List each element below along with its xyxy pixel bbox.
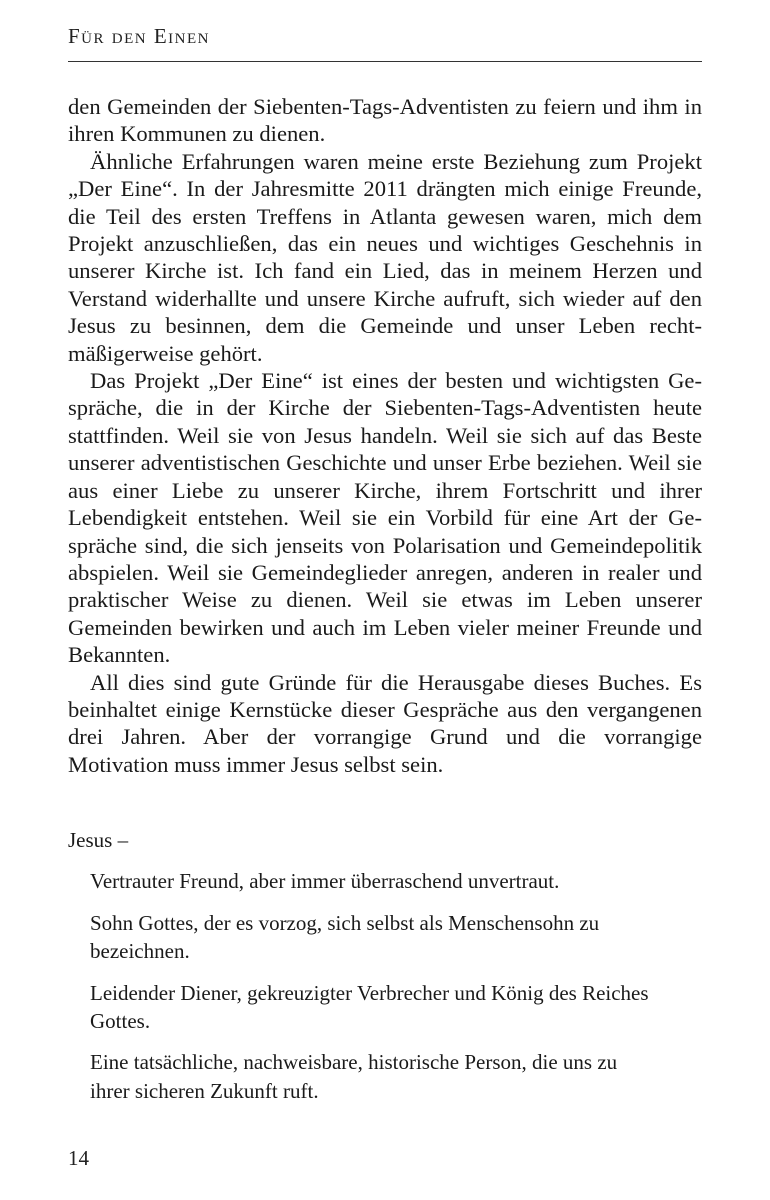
paragraph: Das Projekt „Der Eine“ ist eines der besten und wichtigsten Gespräche, die in der Kirche der Siebenten-Tags-Adventisten heute stattfinden. Weil sie von Jesus handeln. Weil sie sich auf das Beste unserer adventistischen Geschichte und unser Erbe beziehen. Weil sie aus einer Liebe zu unserer Kirche, ihrem Fortschritt und ihrer Lebendigkeit entstehen. Weil sie ein Vorbild für eine Art der Gespräche sind, die sich jenseits von Polarisation und Gemeindepolitik abspielen. Weil sie Gemeindeglieder anregen, anderen in realer und praktischer Weise zu dienen. Weil sie etwas im Leben unserer Gemeinden bewirken und auch im Leben vieler meiner Freunde und Bekannten. (68, 368, 702, 668)
jesus-litany (68, 826, 702, 1118)
litany-line: Eine tatsächliche, nachweisbare, historische Person, die uns zu ihrer sicheren Zukunft ruft. (90, 1050, 618, 1103)
litany-lead: Jesus – (68, 828, 129, 852)
running-head: Für den Einen (68, 24, 210, 48)
litany-line: Leidender Diener, gekreuzigter Verbrecher und König des Reiches Gottes. (90, 980, 649, 1034)
litany-line: Sohn Gottes, der es vorzog, sich selbst als Menschensohn zu bezeichnen. (90, 910, 600, 964)
litany-line: Vertrauter Freund, aber immer überraschend unvertraut. (90, 869, 560, 894)
page-number: 14 (68, 1146, 89, 1170)
body-text (68, 93, 702, 778)
paragraph: Ähnliche Erfahrungen waren meine erste Beziehung zum Projekt „Der Eine“. In der Jahresmitte 2011 drängten mich einige Freunde, die Teil des ersten Treffens in Atlanta gewesen waren, mich dem Projekt anzuschließen, das ein neues und wichtiges Geschehnis in unserer Kirche ist. Ich fand ein Lied, das in meinem Herzen und Verstand widerhallte und unsere Kirche aufruft, sich wieder auf den Jesus zu besinnen, dem die Gemeinde und unser Leben rechtmäßigerweise gehört. (68, 148, 702, 366)
header-rule (68, 61, 702, 62)
paragraph: All dies sind gute Gründe für die Herausgabe dieses Buches. Es beinhaltet einige Kernstücke dieser Gespräche aus den vergangenen drei Jahren. Aber der vorrangige Grund und die vorrangige Motivation muss immer Jesus selbst sein. (68, 669, 702, 777)
paragraph-continued: den Gemeinden der Siebenten-Tags-Adventisten zu feiern und ihm in ihren Kommunen zu dienen. (68, 94, 702, 147)
